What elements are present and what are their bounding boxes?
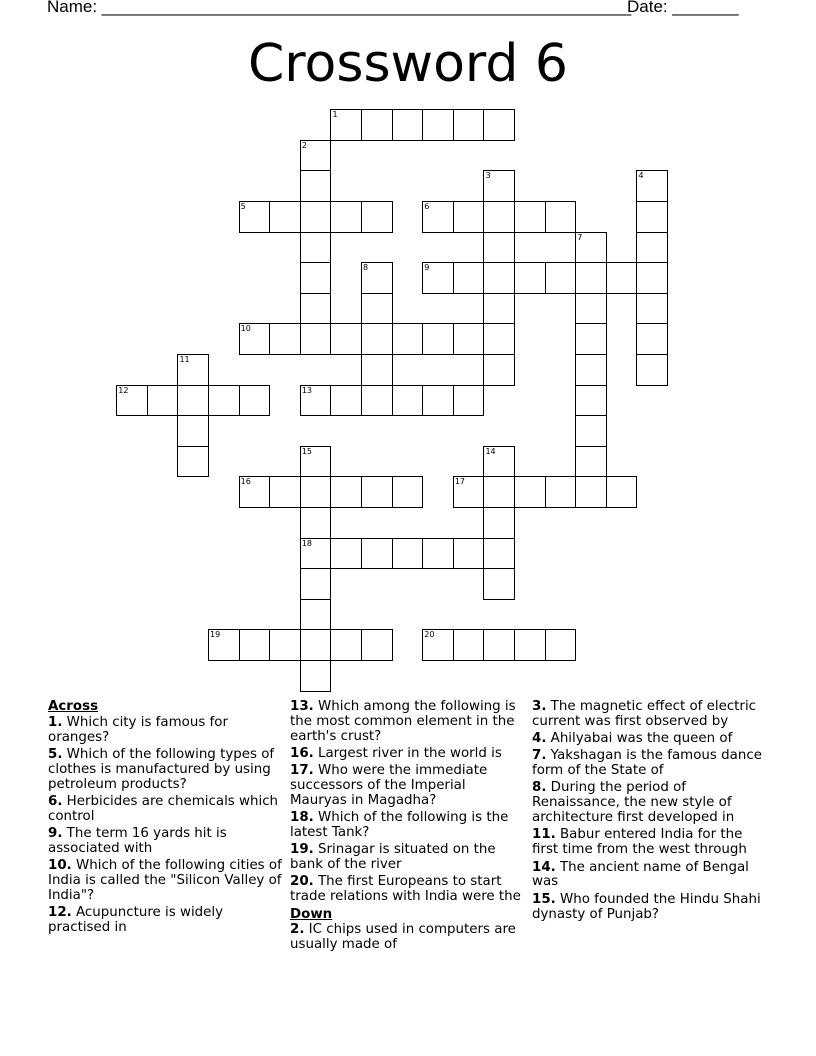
grid-cell[interactable] bbox=[483, 170, 515, 202]
grid-cell[interactable] bbox=[239, 323, 271, 355]
grid-cell[interactable] bbox=[300, 599, 332, 631]
grid-cell[interactable] bbox=[453, 629, 485, 661]
grid-cell[interactable] bbox=[300, 140, 332, 172]
grid-cell[interactable] bbox=[300, 629, 332, 661]
grid-cell[interactable] bbox=[575, 262, 607, 294]
grid-cell[interactable] bbox=[545, 262, 577, 294]
grid-cell[interactable] bbox=[422, 201, 454, 233]
grid-cell[interactable] bbox=[300, 476, 332, 508]
grid-cell[interactable] bbox=[361, 476, 393, 508]
clue-across-18: 18. Which of the following is the latest Tank? bbox=[290, 810, 509, 841]
clue-number: 4 bbox=[638, 171, 644, 181]
clues-column-1 bbox=[48, 700, 284, 938]
grid-cell[interactable] bbox=[483, 293, 515, 325]
grid-cell[interactable] bbox=[208, 629, 240, 661]
clue-down-8: 8. During the period of Renaissance, the new style of architecture first developed in bbox=[532, 780, 735, 826]
grid-cell[interactable] bbox=[422, 323, 454, 355]
clue-number: 2 bbox=[301, 140, 307, 150]
grid-cell[interactable] bbox=[636, 262, 668, 294]
grid-cell[interactable] bbox=[361, 323, 393, 355]
grid-cell[interactable] bbox=[300, 201, 332, 233]
clues-column-3 bbox=[532, 700, 768, 925]
grid-cell[interactable] bbox=[330, 629, 362, 661]
grid-cell[interactable] bbox=[575, 354, 607, 386]
grid-cell[interactable] bbox=[361, 538, 393, 570]
grid-cell[interactable] bbox=[575, 415, 607, 447]
grid-cell[interactable] bbox=[453, 201, 485, 233]
grid-cell[interactable] bbox=[483, 568, 515, 600]
clue-number: 13 bbox=[301, 385, 313, 395]
grid-cell[interactable] bbox=[514, 262, 546, 294]
clue-across-20: 20. The first Europeans to start trade relations with India were the bbox=[290, 874, 521, 905]
grid-cell[interactable] bbox=[239, 385, 271, 417]
grid-cell[interactable] bbox=[453, 262, 485, 294]
grid-cell[interactable] bbox=[453, 323, 485, 355]
clue-number: 7 bbox=[577, 232, 583, 242]
clue-number: 6 bbox=[424, 202, 430, 212]
grid-cell[interactable] bbox=[239, 201, 271, 233]
grid-cell[interactable] bbox=[575, 446, 607, 478]
grid-cell[interactable] bbox=[361, 354, 393, 386]
grid-cell[interactable] bbox=[545, 476, 577, 508]
grid-cell[interactable] bbox=[575, 232, 607, 264]
grid-cell[interactable] bbox=[177, 415, 209, 447]
grid-cell[interactable] bbox=[606, 476, 638, 508]
grid-cell[interactable] bbox=[392, 476, 424, 508]
grid-cell[interactable] bbox=[514, 201, 546, 233]
grid-cell[interactable] bbox=[361, 385, 393, 417]
grid-cell[interactable] bbox=[514, 476, 546, 508]
grid-cell[interactable] bbox=[545, 201, 577, 233]
grid-cell[interactable] bbox=[453, 538, 485, 570]
grid-cell[interactable] bbox=[636, 293, 668, 325]
grid-cell[interactable] bbox=[177, 446, 209, 478]
grid-cell[interactable] bbox=[514, 629, 546, 661]
grid-cell[interactable] bbox=[116, 385, 148, 417]
clue-across-10: 10. Which of the following cities of India is called the "Silicon Valley of India"? bbox=[48, 858, 282, 904]
clue-number: 9 bbox=[424, 263, 430, 273]
clue-number: 12 bbox=[118, 385, 129, 395]
grid-cell[interactable] bbox=[269, 201, 301, 233]
clue-across-16: 16. Largest river in the world is bbox=[290, 746, 502, 762]
grid-cell[interactable] bbox=[330, 385, 362, 417]
grid-cell[interactable] bbox=[575, 293, 607, 325]
clue-number: 8 bbox=[363, 263, 369, 273]
grid-cell[interactable] bbox=[300, 293, 332, 325]
grid-cell[interactable] bbox=[483, 262, 515, 294]
grid-cell[interactable] bbox=[453, 109, 485, 141]
grid-cell[interactable] bbox=[330, 538, 362, 570]
clue-number: 5 bbox=[240, 202, 246, 212]
grid-cell[interactable] bbox=[361, 629, 393, 661]
grid-cell[interactable] bbox=[422, 109, 454, 141]
page-title: Crossword 6 bbox=[248, 34, 568, 94]
grid-cell[interactable] bbox=[422, 385, 454, 417]
clue-across-19: 19. Srinagar is situated on the bank of the river bbox=[290, 842, 496, 873]
grid-cell[interactable] bbox=[636, 201, 668, 233]
grid-cell[interactable] bbox=[269, 323, 301, 355]
grid-cell[interactable] bbox=[483, 446, 515, 478]
grid-cell[interactable] bbox=[330, 201, 362, 233]
clue-number: 16 bbox=[240, 477, 251, 487]
grid-cell[interactable] bbox=[453, 476, 485, 508]
grid-cell[interactable] bbox=[483, 109, 515, 141]
grid-cell[interactable] bbox=[300, 446, 332, 478]
grid-cell[interactable] bbox=[269, 476, 301, 508]
clue-across-13: 13. Which among the following is the most common element in the earth's crust? bbox=[290, 699, 516, 744]
grid-cell[interactable] bbox=[392, 323, 424, 355]
grid-cell[interactable] bbox=[483, 507, 515, 539]
grid-cell[interactable] bbox=[483, 629, 515, 661]
grid-cell[interactable] bbox=[453, 385, 485, 417]
grid-cell[interactable] bbox=[361, 109, 393, 141]
grid-cell[interactable] bbox=[330, 323, 362, 355]
grid-cell[interactable] bbox=[575, 385, 607, 417]
clue-number: 18 bbox=[301, 538, 313, 548]
clue-across-9: 9. The term 16 yards hit is associated with bbox=[48, 826, 227, 857]
grid-cell[interactable] bbox=[208, 385, 240, 417]
grid-cell[interactable] bbox=[392, 538, 424, 570]
clue-across-6: 6. Herbicides are chemicals which control bbox=[48, 794, 279, 824]
grid-cell[interactable] bbox=[392, 109, 424, 141]
grid-cell[interactable] bbox=[636, 170, 668, 202]
clue-down-14: 14. The ancient name of Bengal was bbox=[532, 859, 749, 890]
grid-cell[interactable] bbox=[147, 385, 179, 417]
clue-down-2: 2. IC chips used in computers are usually made of bbox=[290, 922, 516, 953]
clue-number: 17 bbox=[454, 477, 466, 487]
grid-cell[interactable] bbox=[483, 538, 515, 570]
clue-number: 14 bbox=[485, 446, 496, 456]
grid-cell[interactable] bbox=[300, 538, 332, 570]
grid-cell[interactable] bbox=[361, 201, 393, 233]
grid-cell[interactable] bbox=[300, 170, 332, 202]
grid-cell[interactable] bbox=[575, 323, 607, 355]
clue-across-17: 17. Who were the immediate successors of the Imperial Mauryas in Magadha? bbox=[290, 763, 488, 809]
grid-cell[interactable] bbox=[422, 629, 454, 661]
date-field-label: Date: _______ bbox=[627, 0, 739, 16]
grid-cell[interactable] bbox=[300, 232, 332, 264]
grid-cell[interactable] bbox=[575, 476, 607, 508]
clue-down-15: 15. Who founded the Hindu Shahi dynasty of Punjab? bbox=[532, 891, 761, 922]
grid-cell[interactable] bbox=[300, 323, 332, 355]
grid-cell[interactable] bbox=[606, 262, 638, 294]
clue-number: 3 bbox=[485, 171, 491, 181]
grid-cell[interactable] bbox=[636, 232, 668, 264]
clue-down-3: 3. The magnetic effect of electric current was first observed by bbox=[532, 699, 757, 729]
clue-down-4: 4. Ahilyabai was the queen of bbox=[532, 731, 733, 747]
clue-across-12: 12. Acupuncture is widely practised in bbox=[48, 905, 224, 936]
clue-across-5: 5. Which of the following types of clothes is manufactured by using petroleum products? bbox=[48, 747, 275, 792]
grid-cell[interactable] bbox=[361, 262, 393, 294]
clue-number: 10 bbox=[240, 324, 251, 334]
grid-cell[interactable] bbox=[300, 262, 332, 294]
grid-cell[interactable] bbox=[392, 385, 424, 417]
grid-cell[interactable] bbox=[269, 629, 301, 661]
grid-cell[interactable] bbox=[239, 629, 271, 661]
down-heading: Down bbox=[290, 906, 333, 922]
clue-number: 1 bbox=[332, 110, 338, 120]
grid-cell[interactable] bbox=[300, 385, 332, 417]
grid-cell[interactable] bbox=[330, 109, 362, 141]
clue-across-1: 1. Which city is famous for oranges? bbox=[48, 714, 228, 745]
clues-column-2 bbox=[290, 700, 526, 956]
grid-cell[interactable] bbox=[545, 629, 577, 661]
grid-cell[interactable] bbox=[636, 323, 668, 355]
grid-cell[interactable] bbox=[177, 385, 209, 417]
grid-cell[interactable] bbox=[483, 232, 515, 264]
grid-cell[interactable] bbox=[422, 538, 454, 570]
clue-down-11: 11. Babur entered India for the first time from the west through bbox=[532, 827, 747, 858]
grid-cell[interactable] bbox=[300, 568, 332, 600]
grid-cell[interactable] bbox=[300, 507, 332, 539]
grid-cell[interactable] bbox=[636, 354, 668, 386]
grid-cell[interactable] bbox=[330, 476, 362, 508]
grid-cell[interactable] bbox=[300, 660, 332, 692]
clue-number: 11 bbox=[179, 355, 190, 365]
grid-cell[interactable] bbox=[483, 201, 515, 233]
grid-cell[interactable] bbox=[483, 354, 515, 386]
across-heading: Across bbox=[48, 699, 99, 714]
grid-cell[interactable] bbox=[177, 354, 209, 386]
grid-cell[interactable] bbox=[422, 262, 454, 294]
grid-cell[interactable] bbox=[239, 476, 271, 508]
grid-cell[interactable] bbox=[361, 293, 393, 325]
clue-down-7: 7. Yakshagan is the famous dance form of the State of bbox=[532, 748, 762, 779]
clue-number: 20 bbox=[424, 630, 435, 640]
clue-number: 15 bbox=[301, 446, 313, 456]
grid-cell[interactable] bbox=[483, 476, 515, 508]
name-field-label: Name: ________________________________________________________ bbox=[47, 0, 632, 16]
grid-cell[interactable] bbox=[483, 323, 515, 355]
clue-number: 19 bbox=[210, 630, 221, 640]
